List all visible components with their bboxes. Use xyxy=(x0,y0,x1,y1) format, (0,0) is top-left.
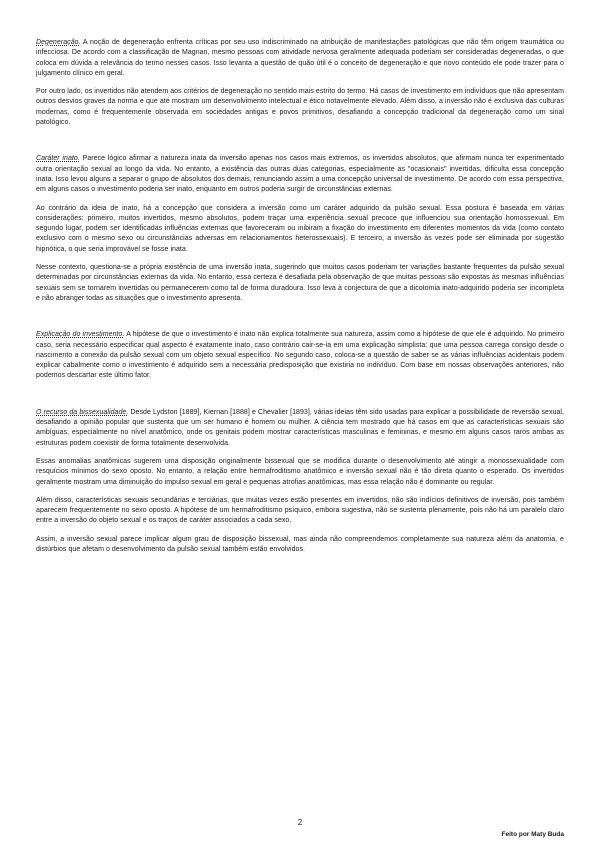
section-heading: O recurso da bissexualidade. xyxy=(36,408,129,416)
paragraph: Assim, a inversão sexual parece implicar algum grau de disposição bissexual, mas ainda não compreendemos completamente sua natureza além da anatomia, e distúrbios que afetam o desenvolvimento da pulsão sexual também estão envolvidos. xyxy=(36,535,564,553)
footer-credit: Feito por Maty Buda xyxy=(501,831,564,838)
section-heading: Caráter inato. xyxy=(36,155,80,163)
paragraph xyxy=(36,38,564,79)
paragraph-text: A noção de degeneração enfrenta críticas por seu uso indiscriminado na atribuição de manifestações patológicas que não têm origem traumática ou infecciosa. De acordo com a classificação de Magnan, mesmo pessoas com atividade nervosa geralmente adequada poderiam ser consideradas degeneradas, o que coloca em dúvida a relevância do termo nesses casos. Isso levanta a questão de quão útil é o conceito de degeneração e que novo conteúdo ele pode trazer para o julgamento clínico em geral. xyxy=(36,39,564,77)
paragraph: Nesse contexto, questiona-se a própria existência de uma inversão inata, sugerindo que muitos casos poderiam ter variações bastante frequentes da pulsão sexual determinadas por circunstâncias externas da vida. No entanto, essa certeza é desafiada pela observação de que muitas pessoas são expostas às mesmas influências sexuais sem se tornarem invertidas ou permanecerem como tal de forma duradoura. Isso leva à conjectura de que a dicotomia inato-adquirido poderia ser incompleta e não abranger todas as situações que o investimento apresenta. xyxy=(36,264,564,302)
document-body xyxy=(36,38,564,563)
paragraph-text: Desde Lydston [1889], Kiernan [1888] e Chevalier [1893], várias ideias têm sido usadas para explicar a possibilidade de reversão sexual, desafiando a opinião popular que sustenta que um ser humano é homem ou mulher. A ciência tem mostrado que há casos em que as características sexuais são ambíguas, especialmente no nível anatômico, onde os genitais podem mostrar características masculinas e femininas, e mesmo em alguns casos raros ambas as estruturas podem coexistir de forma totalmente desenvolvida. xyxy=(36,408,565,447)
section-heading: Degeneração. xyxy=(36,39,81,46)
page-number: 2 xyxy=(297,818,303,827)
paragraph: Ao contrário da ideia de inato, há a concepção que considera a inversão como um caráter adquirido da pulsão sexual. Essa postura é baseada em várias considerações: primeiro, muitos invertidos, mesmo absolutos, podem traçar uma experiência sexual precoce que influenciou sua orientação homossexual. Em segundo lugar, podem ser identificadas influências externas que favoreceram ou inibiram a fixação do investimento em diferentes momentos da vida (como contato exclusivo com o mesmo sexo ou circunstâncias adversas em relacionamentos heterossexuais). E terceiro, a inversão às vezes pode ser eliminada por sugestão hipnótica, o que seria improvável se fosse inata. xyxy=(36,204,564,253)
paragraph: Além disso, características sexuais secundárias e terciárias, que muitas vezes estão presentes em invertidos, não são indícios definitivos de inversão, pois também aparecem frequentemente no sexo oposto. A hipótese de um hermafroditismo psíquico, embora sugestiva, não se sustenta plenamente, pois não há um paralelo claro entre a inversão do objeto sexual e os traços de caráter associados a cada sexo. xyxy=(36,496,564,525)
paragraph xyxy=(36,330,564,381)
paragraph-text: A hipótese de que o investimento é inato não explica totalmente sua natureza, assim como a hipótese de que ele é adquirido. No primeiro caso, seria necessário especificar qual aspecto é exatamente inato, caso contrário cair-se-ia em uma explicação simplista: que uma pessoa carrega consigo desde o nascimento a conexão da pulsão sexual com um objeto sexual específico. No segundo caso, coloca-se a questão de saber se as várias influências acidentais podem explicar cabalmente como o investimento é adquirido sem a necessária predisposição que existiria no indivíduo. Com base em nossas observações anteriores, não podemos descartar este último fator. xyxy=(36,331,565,380)
section-heading: Explicação do investimento. xyxy=(36,331,125,339)
paragraph xyxy=(36,154,564,195)
paragraph: Essas anomalias anatômicas sugerem uma disposição originalmente bissexual que se modifica durante o desenvolvimento até atingir a monossexualidade com resquícios mínimos do sexo oposto. No entanto, a relação entre hermafroditismo anatômico e inversão sexual não é tão direta quanto o esperado. Os invertidos geralmente mostram uma diminuição do impulso sexual em geral e pequenas atrofias anatômicas, mas essa relação não é dominante ou regular. xyxy=(36,457,564,486)
paragraph: Por outro lado, os invertidos não atendem aos critérios de degeneração no sentido mais estrito do termo. Há casos de investimento em indivíduos que não apresentam outros desvios graves da norma e que até mostram um desenvolvimento intelectual e ético notavelmente elevado. Além disso, a inversão não é exclusiva das culturas modernas, como é frequentemente observada em sociedades antigas e povos primitivos, desafiando a concepção tradicional da degeneração como um sinal patológico. xyxy=(36,88,564,127)
paragraph-text: Parece lógico afirmar a natureza inata da inversão apenas nos casos mais extremos, os invertidos absolutos, que afirmam nunca ter experimentado outra orientação sexual ao longo da vida. No entanto, a existência das outras duas categorias, especialmente as "ocasionais" invertidas, dificulta essa concepção inata. Isso levou alguns a separar o grupo de absolutos dos demais, renunciando assim a uma concepção universal de investimento. De acordo com essa perspectiva, em alguns casos o investimento poderia ser inato, enquanto em outros poderia surgir de circunstâncias externas. xyxy=(36,155,564,194)
paragraph xyxy=(36,408,564,449)
